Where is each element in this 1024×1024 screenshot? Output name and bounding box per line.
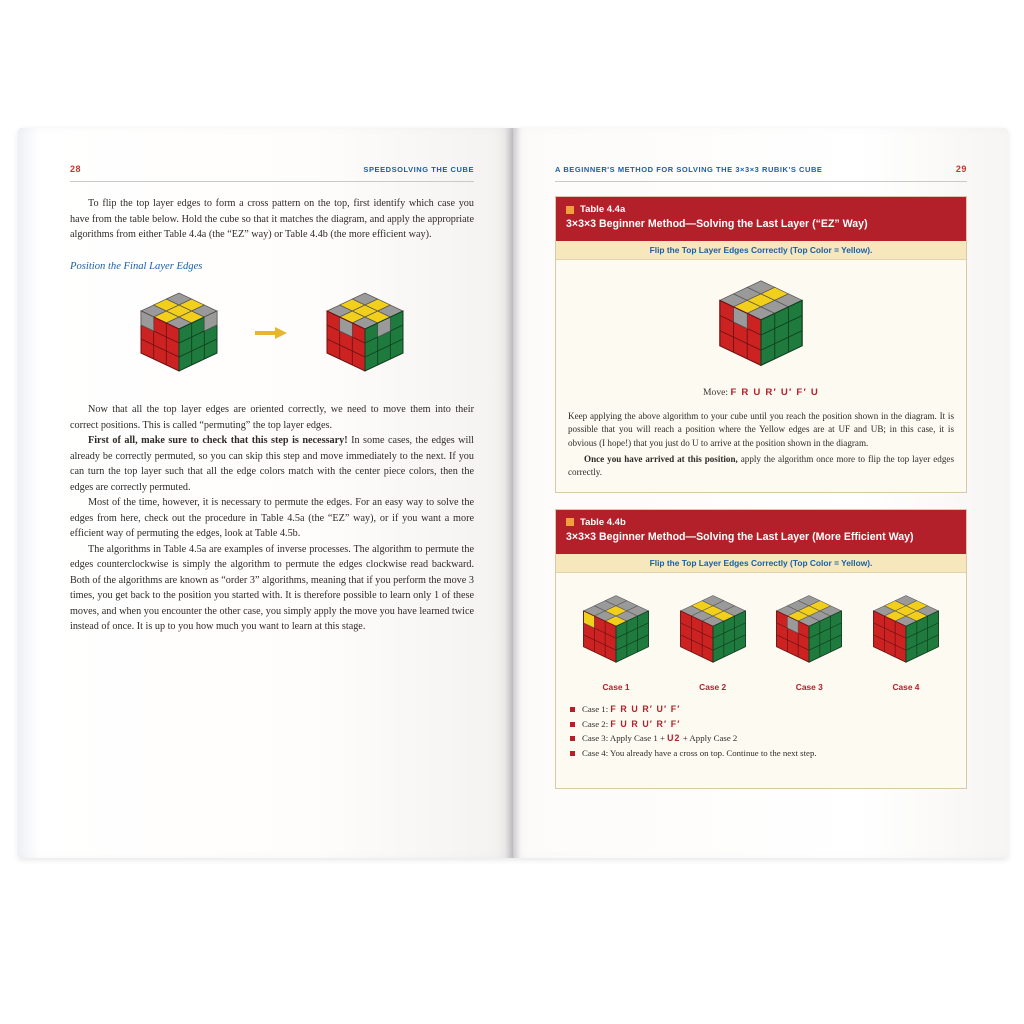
left-running-head-title: SPEEDSOLVING THE CUBE [363, 165, 474, 174]
note-bold-segment: Once you have arrived at this position, [584, 453, 738, 464]
table-4-4a-title: 3×3×3 Beginner Method—Solving the Last Layer (“EZ” Way) [566, 218, 868, 230]
left-head-rule [70, 181, 474, 182]
case-algorithm-list [568, 704, 954, 761]
figure-cube-pair [70, 283, 474, 385]
paragraph-intro: To flip the top layer edges to form a cross pattern on the top, first identify which case you have from the table below. Hold the cube so that it matches the diagram, and apply the appropriate algorithms from either Table 4.4a (the “EZ” way) or Table 4.4b (the more efficient way). [70, 198, 474, 240]
table-4-4a-subhead: Flip the Top Layer Edges Correctly (Top Color = Yellow). [556, 241, 966, 260]
table-4-4b-header [556, 510, 966, 554]
left-running-head [70, 164, 474, 179]
note-rest: apply the algorithm once more to flip the top layer edges correctly. [568, 453, 954, 478]
case-4-prefix: Case 4: [582, 748, 611, 759]
case-2-algorithm: F U R U′ R′ F′ [610, 718, 681, 729]
case-2-label: Case 2 [699, 681, 727, 692]
table-4-4a-number: Table 4.4a [580, 204, 626, 215]
table-4-4a-figure [568, 270, 954, 379]
case-2-cell [667, 587, 759, 692]
paragraph-inverse: The algorithms in Table 4.5a are examples of inverse processes. The algorithm to permute the edges counterclockwise is simply the algorithm to permute the edges clockwise read backward. Both of the algorithms are known as “order 3” algorithms, meaning that if you perform the move 3 times, you get back to the position you started with. It is therefore possible to learn only 1 of these moves, and when you encounter the other case, you simply apply the move you have learned twice instead of once. It is up to you how much you want to learn at this stage. [70, 543, 474, 633]
gold-arrow-right-icon [255, 328, 289, 338]
list-item-case-2 [570, 719, 954, 731]
right-running-head [555, 164, 967, 179]
case-4-suffix: You already have a cross on top. Continue to the next step. [610, 748, 817, 759]
cube-case-ez-icon [709, 270, 813, 379]
table-4-4b-subhead: Flip the Top Layer Edges Correctly (Top Color = Yellow). [556, 554, 966, 573]
paragraph-check-rest: In some cases, the edges will already be correctly permuted, so you can skip this step and move immediately to the next. If you can turn the top layer such that all the edge colors match with the center piece colors, then the edges are correctly permuted. [70, 435, 475, 493]
list-item-case-3 [570, 733, 954, 745]
case-1-algorithm: F R U R′ U′ F′ [610, 703, 681, 714]
right-page [513, 128, 1008, 858]
left-body-text [70, 196, 474, 635]
open-book-spread [18, 128, 1008, 868]
lead-in-bold: First of all, make sure to check that this step is necessary! [88, 435, 348, 447]
case-3-suffix: + Apply Case 2 [680, 733, 738, 744]
case-figures-row [570, 587, 952, 692]
left-folio: 28 [70, 164, 82, 174]
table-4-4b [555, 509, 967, 789]
case-4-label: Case 4 [892, 681, 920, 692]
table-4-4a [555, 196, 967, 493]
note-paragraph-2 [568, 453, 954, 480]
cube-case-1-icon [575, 587, 657, 674]
case-1-label: Case 1 [602, 681, 630, 692]
paragraph-check-necessary [70, 433, 474, 495]
table-4-4b-body [556, 573, 966, 789]
list-item-case-4 [570, 748, 954, 760]
table-4-4b-number-row [566, 517, 956, 528]
table-4-4a-body [556, 260, 966, 492]
move-label: Move: [703, 386, 729, 398]
right-head-rule [555, 181, 967, 182]
case-3-prefix: Case 3: Apply Case 1 + [582, 733, 668, 744]
case-1-cell [570, 587, 662, 692]
table-4-4b-number: Table 4.4b [580, 516, 626, 528]
paragraph-most-time: Most of the time, however, it is necessary to permute the edges. For an easy way to solve the edges from here, check out the procedure in Table 4.5a (the “EZ” way), or if you want a more efficient way of permuting the edges, look at Table 4.5b. [70, 497, 474, 540]
orange-square-icon [566, 206, 574, 214]
move-sequence: F R U R′ U′ F′ U [730, 386, 819, 398]
cube-after-icon [317, 283, 413, 385]
table-4-4a-number-row [566, 204, 956, 215]
right-running-head-title: A BEGINNER'S METHOD FOR SOLVING THE 3×3×3 RUBIK'S CUBE [555, 165, 823, 174]
case-3-cell [763, 587, 855, 692]
list-item-case-1 [570, 704, 954, 716]
table-4-4a-move-line [568, 387, 954, 398]
orange-square-icon [566, 518, 574, 526]
cube-case-2-icon [672, 587, 754, 674]
cube-case-3-icon [768, 587, 850, 674]
case-1-prefix: Case 1: [582, 703, 611, 714]
case-3-label: Case 3 [795, 681, 823, 692]
section-subhead: Position the Final Layer Edges [70, 260, 203, 272]
case-3-algorithm: U2 [667, 733, 681, 744]
case-2-prefix: Case 2: [582, 718, 611, 729]
right-folio: 29 [955, 164, 967, 174]
table-4-4a-notes [568, 410, 954, 480]
cube-before-icon [131, 283, 227, 385]
left-page [18, 128, 513, 858]
case-4-cell [860, 587, 952, 692]
cube-case-4-icon [865, 587, 947, 674]
table-4-4a-header [556, 197, 966, 241]
paragraph-permute-intro: Now that all the top layer edges are oriented correctly, we need to move them into their correct positions. This is called “permuting” the top layer edges. [70, 404, 474, 431]
table-4-4b-title: 3×3×3 Beginner Method—Solving the Last Layer (More Efficient Way) [566, 530, 914, 543]
note-paragraph-1: Keep applying the above algorithm to your cube until you reach the position shown in the diagram. It is possible that you will reach a position where the Yellow edges are at UF and UB; in this case, it is obvious (I hope!) that you just do U to arrive at the position shown in the diagram. [568, 410, 954, 449]
